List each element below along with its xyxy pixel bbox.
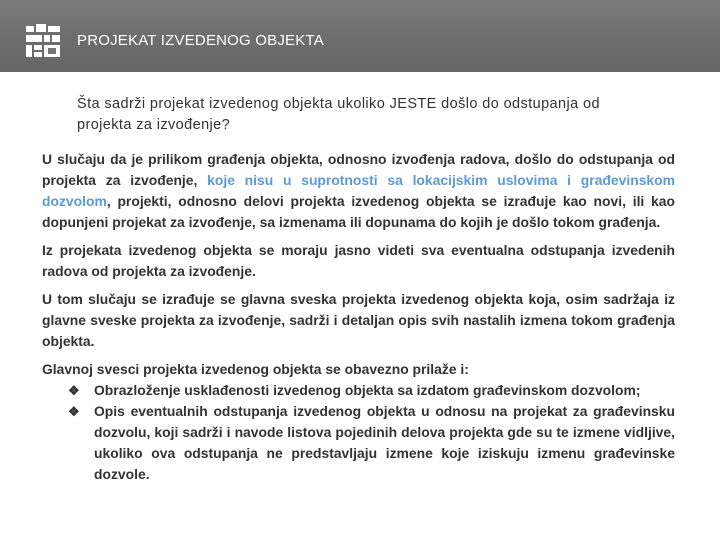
paragraph-2: Iz projekata izvedenog objekta se moraju jasno videti sva eventualna odstupanja izvedenih radova od projekta za izvođenje. bbox=[42, 242, 675, 279]
page-title: PROJEKAT IZVEDENOG OBJEKTA bbox=[77, 32, 324, 49]
paragraph-1-start: U slučaju da je prilikom građenja objekta, odnosno izvođenja radova, došlo do odstupanja od projekta za izvođenje, bbox=[42, 151, 675, 188]
building-blocks-icon bbox=[24, 22, 62, 60]
paragraph-4: Glavnoj svesci projekta izvedenog objekta se obavezno prilaže i: bbox=[42, 361, 469, 377]
list-item-text: Obrazloženje usklađenosti izvedenog objekta sa izdatom građevinskom dozvolom; bbox=[94, 382, 641, 398]
diamond-bullet-icon: ❖ bbox=[68, 404, 80, 419]
list-item bbox=[42, 380, 675, 401]
paragraph-1 bbox=[42, 149, 675, 233]
header-bar bbox=[0, 0, 720, 72]
diamond-bullet-icon: ❖ bbox=[68, 383, 80, 398]
highlighted-text: koje nisu u suprotnosti sa lokacijskim uslovima i građevinskom dozvolom bbox=[42, 172, 675, 209]
attachment-list bbox=[42, 380, 675, 485]
content-body bbox=[42, 149, 675, 485]
list-item-text: Opis eventualnih odstupanja izvedenog objekta u odnosu na projekat za građevinsku dozvolu, koji sadrži i navode listova pojedinih delova projekta gde su te izmene vidljive, ukoliko ova odstupanja ne predstavljaju izmene koje iziskuju izmenu građevinske dozvole. bbox=[94, 403, 675, 482]
slide-subtitle: Šta sadrži projekat izvedenog objekta ukoliko JESTE došlo do odstupanja od projekta za izvođenje? bbox=[77, 96, 600, 133]
paragraph-1-end: , projekti, odnosno delovi projekta izvedenog objekta se izrađuje kao novi, ili kao dopunjeni projekat za izvođenje, sa izmenama ili dopunama do kojih je došlo tokom građenja. bbox=[42, 193, 675, 230]
list-item bbox=[42, 401, 675, 485]
paragraph-3: U tom slučaju se izrađuje se glavna sveska projekta izvedenog objekta koja, osim sadržaja iz glavne sveske projekta za izvođenje, sadrži i detaljan opis svih nastalih izmena tokom građenja objekta. bbox=[42, 291, 675, 349]
